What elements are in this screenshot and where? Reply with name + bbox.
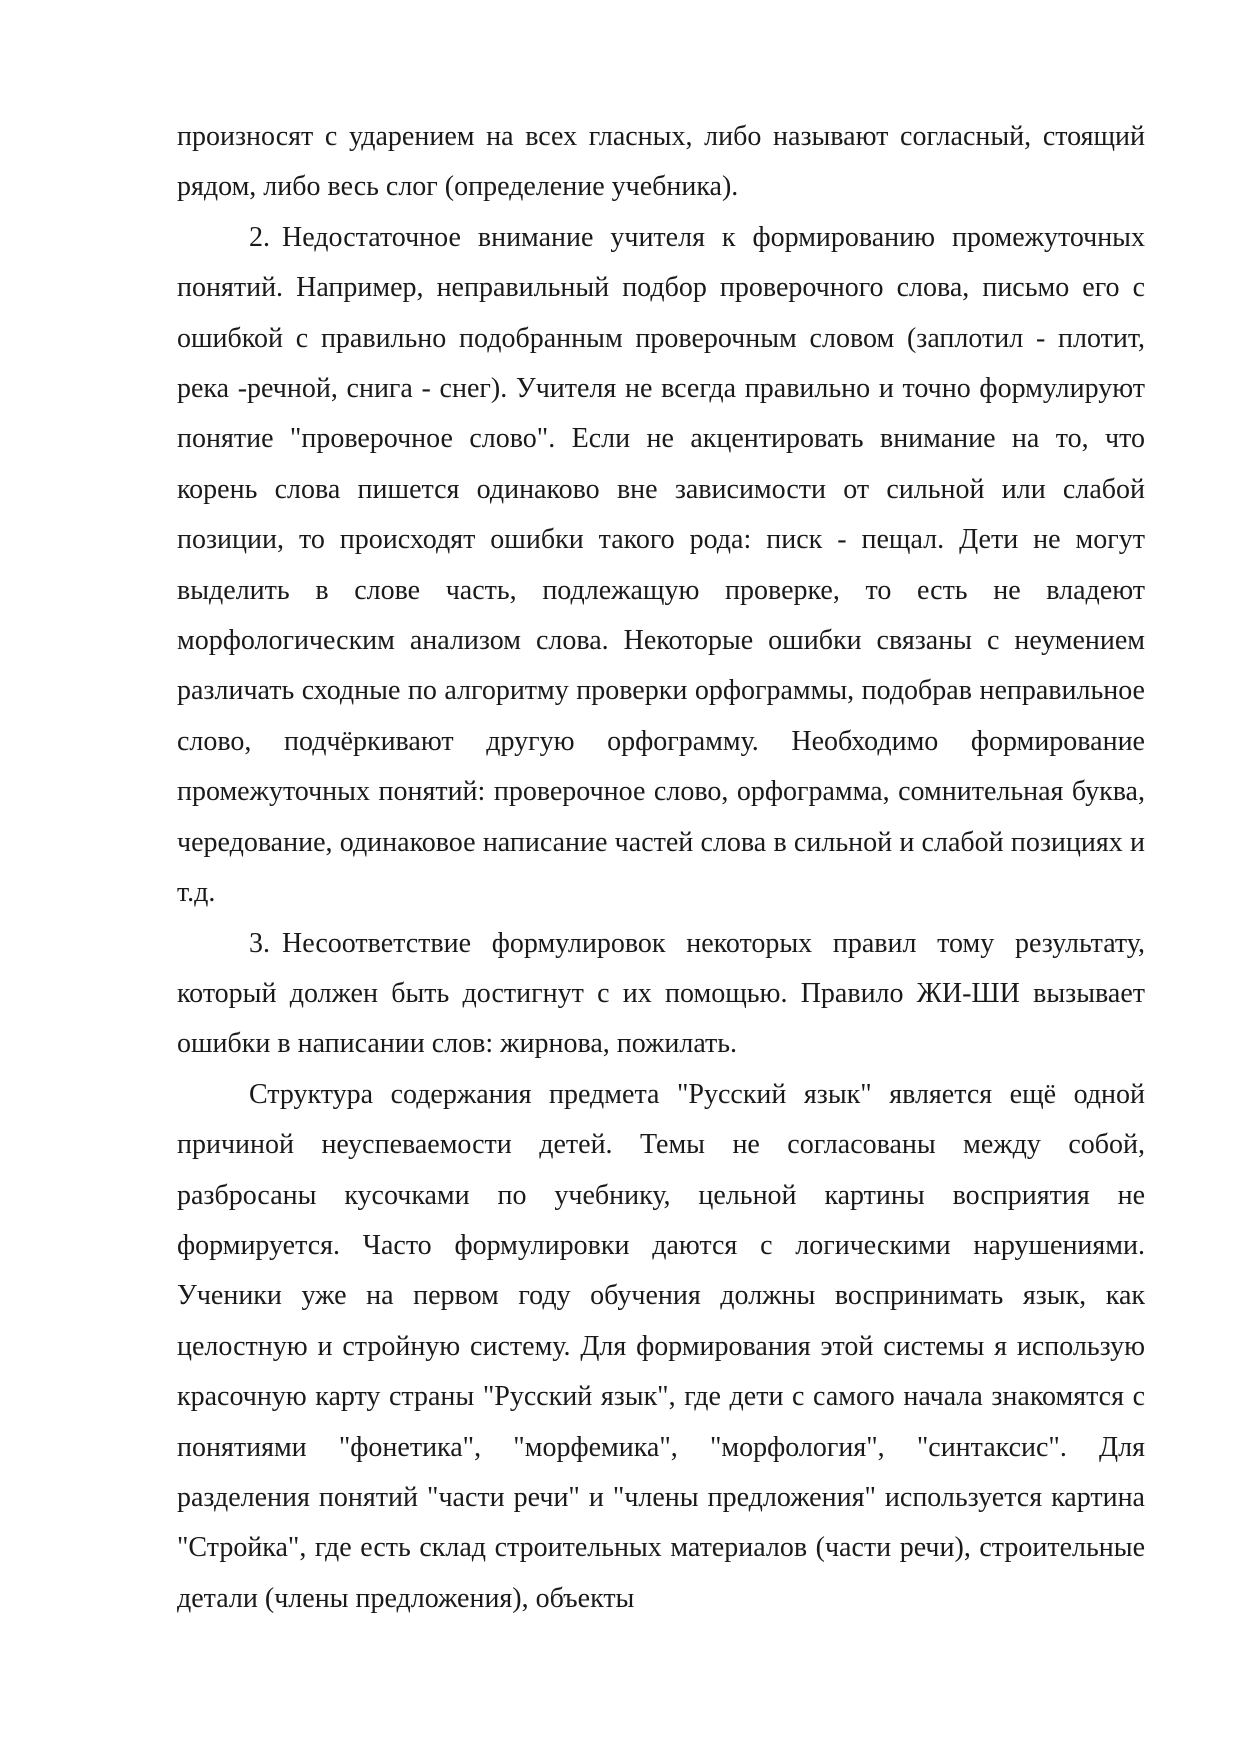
paragraph-continuation: [177, 112, 1145, 213]
paragraph-text: Структура содержания предмета "Русский язык" является ещё одной причиной неуспеваемости детей. Темы не согласованы между собой, разбросаны кусочками по учебнику, цельной картины восприятия не формируется. Часто формулировки даются с логическими нарушениями. Ученики уже на первом году обучения должны воспринимать язык, как целостную и стройную систему. Для формирования этой системы я использую красочную карту страны "Русский язык", где дети с самого начала знакомятся с понятиями "фонетика", "морфемика", "морфология", "синтаксис". Для разделения понятий "части речи" и "члены предложения" используется картина "Стройка", где есть склад строительных материалов (части речи), строительные детали (члены предложения), объекты: [177, 1078, 1145, 1614]
numbered-paragraph-2: [177, 213, 1145, 919]
paragraph-text: произносят с ударением на всех гласных, либо называют согласный, стоящий рядом, либо весь слог (определение учебника).: [177, 121, 1145, 203]
document-body: [177, 112, 1145, 1624]
paragraph-text: Несоответствие формулировок некоторых правил тому результату, который должен быть достигнут с их помощью. Правило ЖИ-ШИ вызывает ошибки в написании слов: жирнова, пожилать.: [177, 927, 1145, 1060]
list-number: 3.: [249, 927, 270, 959]
numbered-paragraph-3: [177, 919, 1145, 1070]
paragraph-structure: [177, 1070, 1145, 1624]
paragraph-text: Недостаточное внимание учителя к формированию промежуточных понятий. Например, неправильный подбор проверочного слова, письмо его с ошибкой с правильно подобранным проверочным словом (заплотил - плотит, река -речной, снига - снег). Учителя не всегда правильно и точно формулируют понятие "проверочное слово". Если не акцентировать внимание на то, что корень слова пишется одинаково вне зависимости от сильной или слабой позиции, то происходят ошибки такого рода: писк - пещал. Дети не могут выделить в слове часть, подлежащую проверке, то есть не владеют морфологическим анализом слова. Некоторые ошибки связаны с неумением различать сходные по алгоритму проверки орфограммы, подобрав неправильное слово, подчёркивают другую орфограмму. Необходимо формирование промежуточных понятий: проверочное слово, орфограмма, сомнительная буква, чередование, одинаковое написание частей слова в сильной и слабой позициях и т.д.: [177, 221, 1145, 909]
list-number: 2.: [249, 221, 270, 253]
